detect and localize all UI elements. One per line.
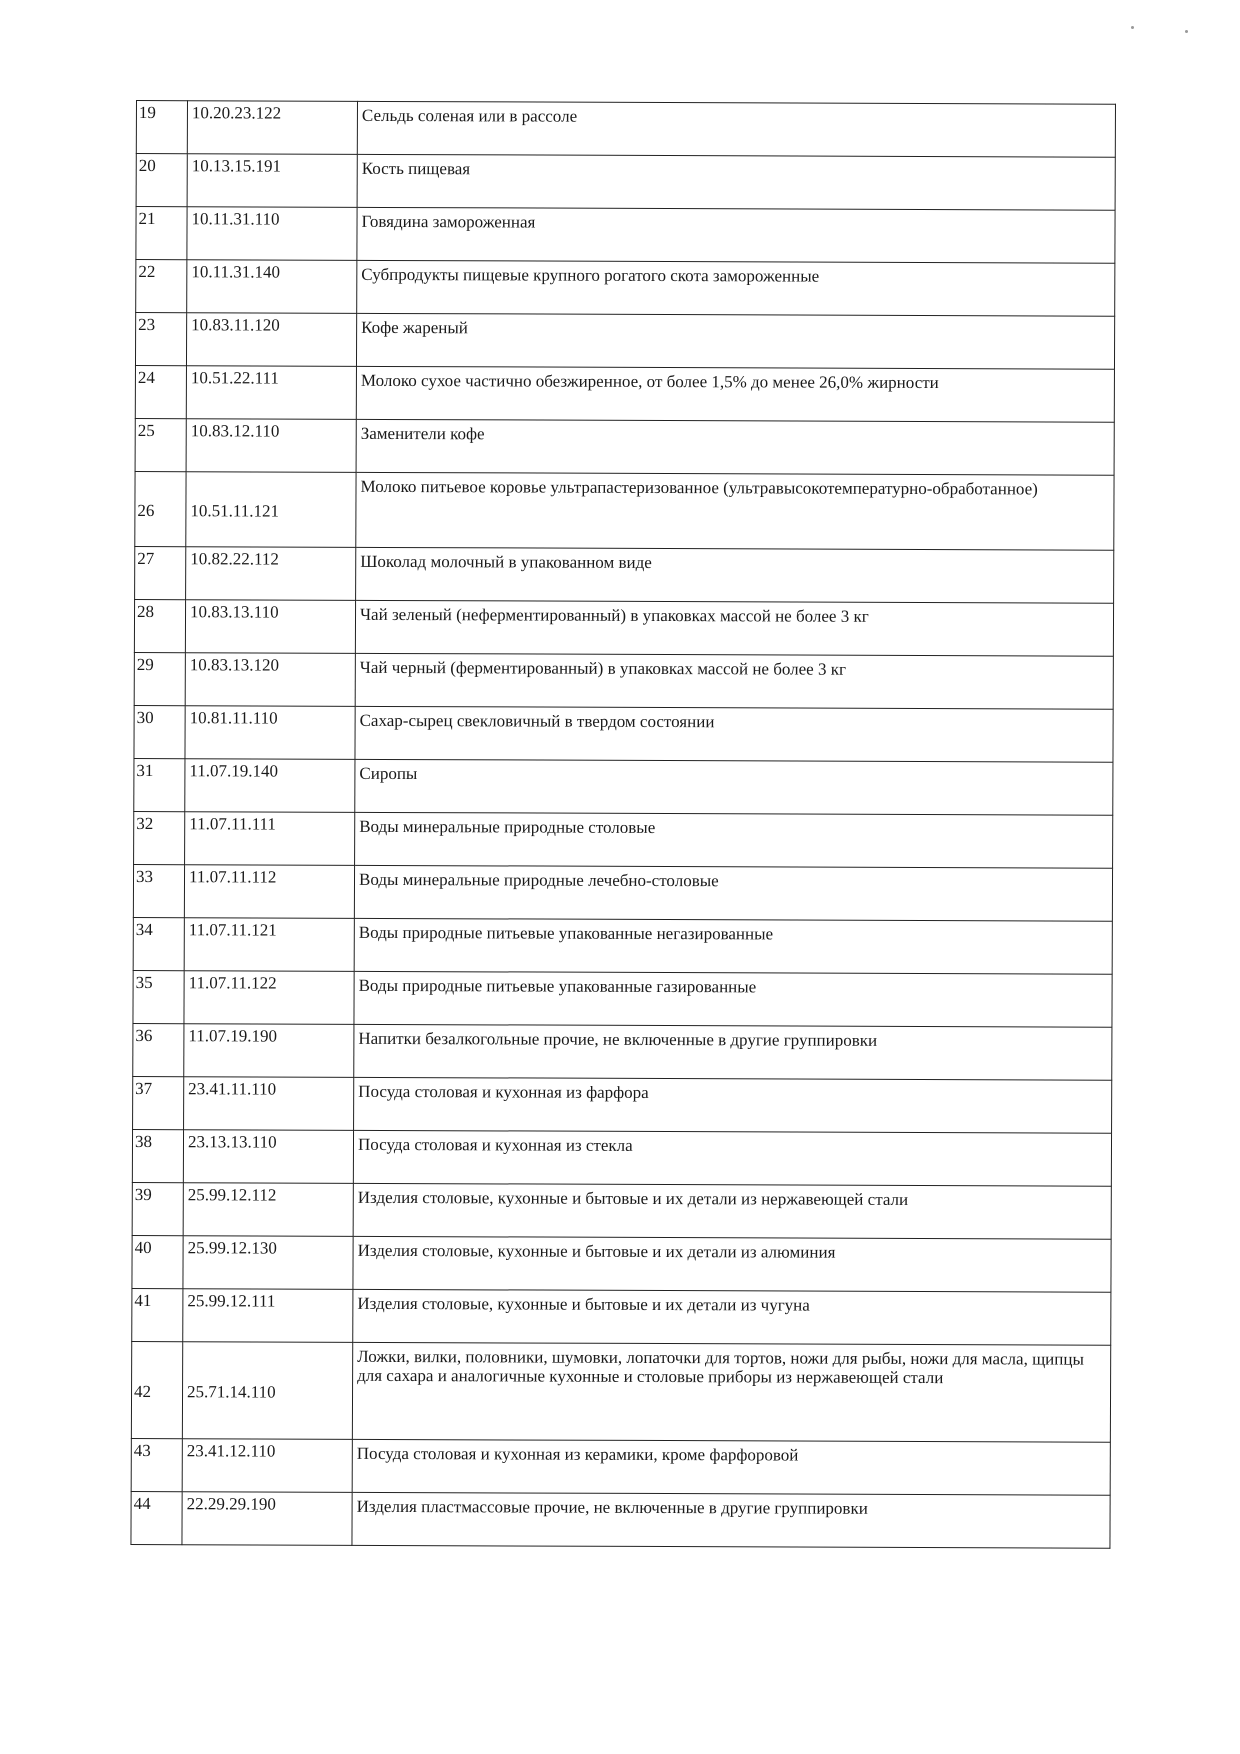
table-row bbox=[135, 471, 1114, 550]
product-code-table-wrapper bbox=[130, 100, 1116, 1549]
okpd2-code: 25.99.12.130 bbox=[183, 1236, 353, 1290]
row-number: 31 bbox=[134, 758, 185, 811]
row-number: 41 bbox=[132, 1288, 183, 1341]
row-number: 21 bbox=[136, 207, 187, 260]
okpd2-code: 11.07.11.112 bbox=[184, 865, 354, 919]
okpd2-code: 10.83.12.110 bbox=[186, 419, 356, 473]
row-number: 44 bbox=[131, 1491, 182, 1544]
okpd2-code: 11.07.11.111 bbox=[185, 812, 355, 866]
product-name: Изделия столовые, кухонные и бытовые и их детали из нержавеющей стали bbox=[353, 1183, 1111, 1239]
okpd2-code: 11.07.19.140 bbox=[185, 759, 355, 813]
product-name: Изделия столовые, кухонные и бытовые и их детали из чугуна bbox=[353, 1289, 1111, 1345]
okpd2-code: 25.99.12.111 bbox=[183, 1289, 353, 1343]
okpd2-code: 10.82.22.112 bbox=[186, 547, 356, 601]
row-number: 23 bbox=[135, 313, 186, 366]
okpd2-code: 10.51.22.111 bbox=[186, 366, 356, 420]
okpd2-code: 11.07.11.121 bbox=[184, 918, 354, 972]
product-name: Воды природные питьевые упакованные негазированные bbox=[354, 918, 1112, 974]
product-name: Воды минеральные природные лечебно-столовые bbox=[354, 865, 1112, 921]
table-row bbox=[133, 864, 1112, 921]
table-row bbox=[133, 970, 1112, 1027]
row-number: 26 bbox=[135, 471, 186, 546]
table-row bbox=[133, 1023, 1112, 1080]
row-number: 34 bbox=[133, 917, 184, 970]
row-number: 36 bbox=[133, 1023, 184, 1076]
okpd2-code: 22.29.29.190 bbox=[182, 1492, 352, 1546]
table-row bbox=[133, 1076, 1112, 1133]
row-number: 22 bbox=[136, 260, 187, 313]
table-row bbox=[132, 1129, 1111, 1186]
okpd2-code: 25.99.12.112 bbox=[183, 1183, 353, 1237]
table-row bbox=[131, 1341, 1110, 1442]
table-row bbox=[136, 207, 1115, 264]
table-row bbox=[135, 365, 1114, 422]
okpd2-code: 23.41.12.110 bbox=[182, 1439, 352, 1493]
okpd2-code: 10.83.13.120 bbox=[185, 653, 355, 707]
product-name: Молоко сухое частично обезжиренное, от более 1,5% до менее 26,0% жирности bbox=[356, 366, 1114, 422]
table-row bbox=[134, 599, 1113, 656]
product-name: Чай зеленый (неферментированный) в упаковках массой не более 3 кг bbox=[355, 600, 1113, 656]
table-row bbox=[136, 260, 1115, 317]
product-name: Изделия столовые, кухонные и бытовые и их детали из алюминия bbox=[353, 1236, 1111, 1292]
okpd2-code: 25.71.14.110 bbox=[182, 1342, 352, 1440]
product-name: Молоко питьевое коровье ультрапастеризованное (ультравысокотемпературно-обработанное) bbox=[356, 472, 1114, 550]
okpd2-code: 11.07.19.190 bbox=[184, 1024, 354, 1078]
scan-speck bbox=[1185, 30, 1188, 33]
table-row bbox=[134, 705, 1113, 762]
okpd2-code: 10.83.13.110 bbox=[185, 600, 355, 654]
product-name: Посуда столовая и кухонная из стекла bbox=[353, 1130, 1111, 1186]
product-name: Напитки безалкогольные прочие, не включенные в другие группировки bbox=[354, 1024, 1112, 1080]
row-number: 29 bbox=[134, 652, 185, 705]
product-name: Воды минеральные природные столовые bbox=[355, 812, 1113, 868]
row-number: 35 bbox=[133, 970, 184, 1023]
row-number: 32 bbox=[134, 811, 185, 864]
okpd2-code: 10.81.11.110 bbox=[185, 706, 355, 760]
product-code-table bbox=[130, 100, 1116, 1549]
table-row bbox=[131, 1438, 1110, 1495]
table-row bbox=[132, 1182, 1111, 1239]
product-name: Чай черный (ферментированный) в упаковках массой не более 3 кг bbox=[355, 653, 1113, 709]
okpd2-code: 10.11.31.140 bbox=[187, 260, 357, 314]
row-number: 42 bbox=[131, 1341, 182, 1438]
table-row bbox=[134, 652, 1113, 709]
row-number: 43 bbox=[131, 1438, 182, 1491]
table-row bbox=[132, 1288, 1111, 1345]
row-number: 19 bbox=[136, 101, 187, 154]
table-row bbox=[135, 313, 1114, 370]
okpd2-code: 11.07.11.122 bbox=[184, 971, 354, 1025]
okpd2-code: 23.41.11.110 bbox=[184, 1077, 354, 1131]
product-name: Субпродукты пищевые крупного рогатого скота замороженные bbox=[357, 260, 1115, 316]
table-row bbox=[134, 758, 1113, 815]
product-name: Кость пищевая bbox=[357, 154, 1115, 210]
okpd2-code: 10.51.11.121 bbox=[186, 472, 356, 548]
row-number: 20 bbox=[136, 154, 187, 207]
product-name: Сиропы bbox=[355, 759, 1113, 815]
product-name: Посуда столовая и кухонная из фарфора bbox=[354, 1077, 1112, 1133]
row-number: 38 bbox=[132, 1129, 183, 1182]
product-name: Ложки, вилки, половники, шумовки, лопаточки для тортов, ножи для рыбы, ножи для масла, щипцы для сахара и аналогичные кухонные и столовые приборы из нержавеющей стали bbox=[352, 1342, 1110, 1442]
okpd2-code: 10.83.11.120 bbox=[186, 313, 356, 367]
product-name: Шоколад молочный в упакованном виде bbox=[356, 547, 1114, 603]
product-name: Кофе жареный bbox=[356, 313, 1114, 369]
table-row bbox=[136, 101, 1115, 158]
table-row bbox=[133, 917, 1112, 974]
okpd2-code: 23.13.13.110 bbox=[183, 1130, 353, 1184]
table-row bbox=[131, 1491, 1110, 1548]
table-row bbox=[136, 154, 1115, 211]
okpd2-code: 10.20.23.122 bbox=[187, 101, 357, 155]
product-name: Посуда столовая и кухонная из керамики, кроме фарфоровой bbox=[352, 1439, 1110, 1495]
row-number: 37 bbox=[133, 1076, 184, 1129]
product-name: Сахар-сырец свекловичный в твердом состоянии bbox=[355, 706, 1113, 762]
row-number: 39 bbox=[132, 1182, 183, 1235]
table-row bbox=[134, 811, 1113, 868]
table-row bbox=[132, 1235, 1111, 1292]
okpd2-code: 10.13.15.191 bbox=[187, 154, 357, 208]
product-name: Заменители кофе bbox=[356, 419, 1114, 475]
row-number: 30 bbox=[134, 705, 185, 758]
table-row bbox=[135, 546, 1114, 603]
row-number: 25 bbox=[135, 418, 186, 471]
product-name: Говядина замороженная bbox=[357, 207, 1115, 263]
row-number: 40 bbox=[132, 1235, 183, 1288]
product-name: Сельдь соленая или в рассоле bbox=[357, 101, 1115, 157]
row-number: 27 bbox=[135, 546, 186, 599]
row-number: 28 bbox=[134, 599, 185, 652]
product-name: Изделия пластмассовые прочие, не включенные в другие группировки bbox=[352, 1492, 1110, 1548]
product-name: Воды природные питьевые упакованные газированные bbox=[354, 971, 1112, 1027]
row-number: 33 bbox=[133, 864, 184, 917]
scan-speck bbox=[1131, 26, 1134, 29]
table-row bbox=[135, 418, 1114, 475]
okpd2-code: 10.11.31.110 bbox=[187, 207, 357, 261]
row-number: 24 bbox=[135, 365, 186, 418]
